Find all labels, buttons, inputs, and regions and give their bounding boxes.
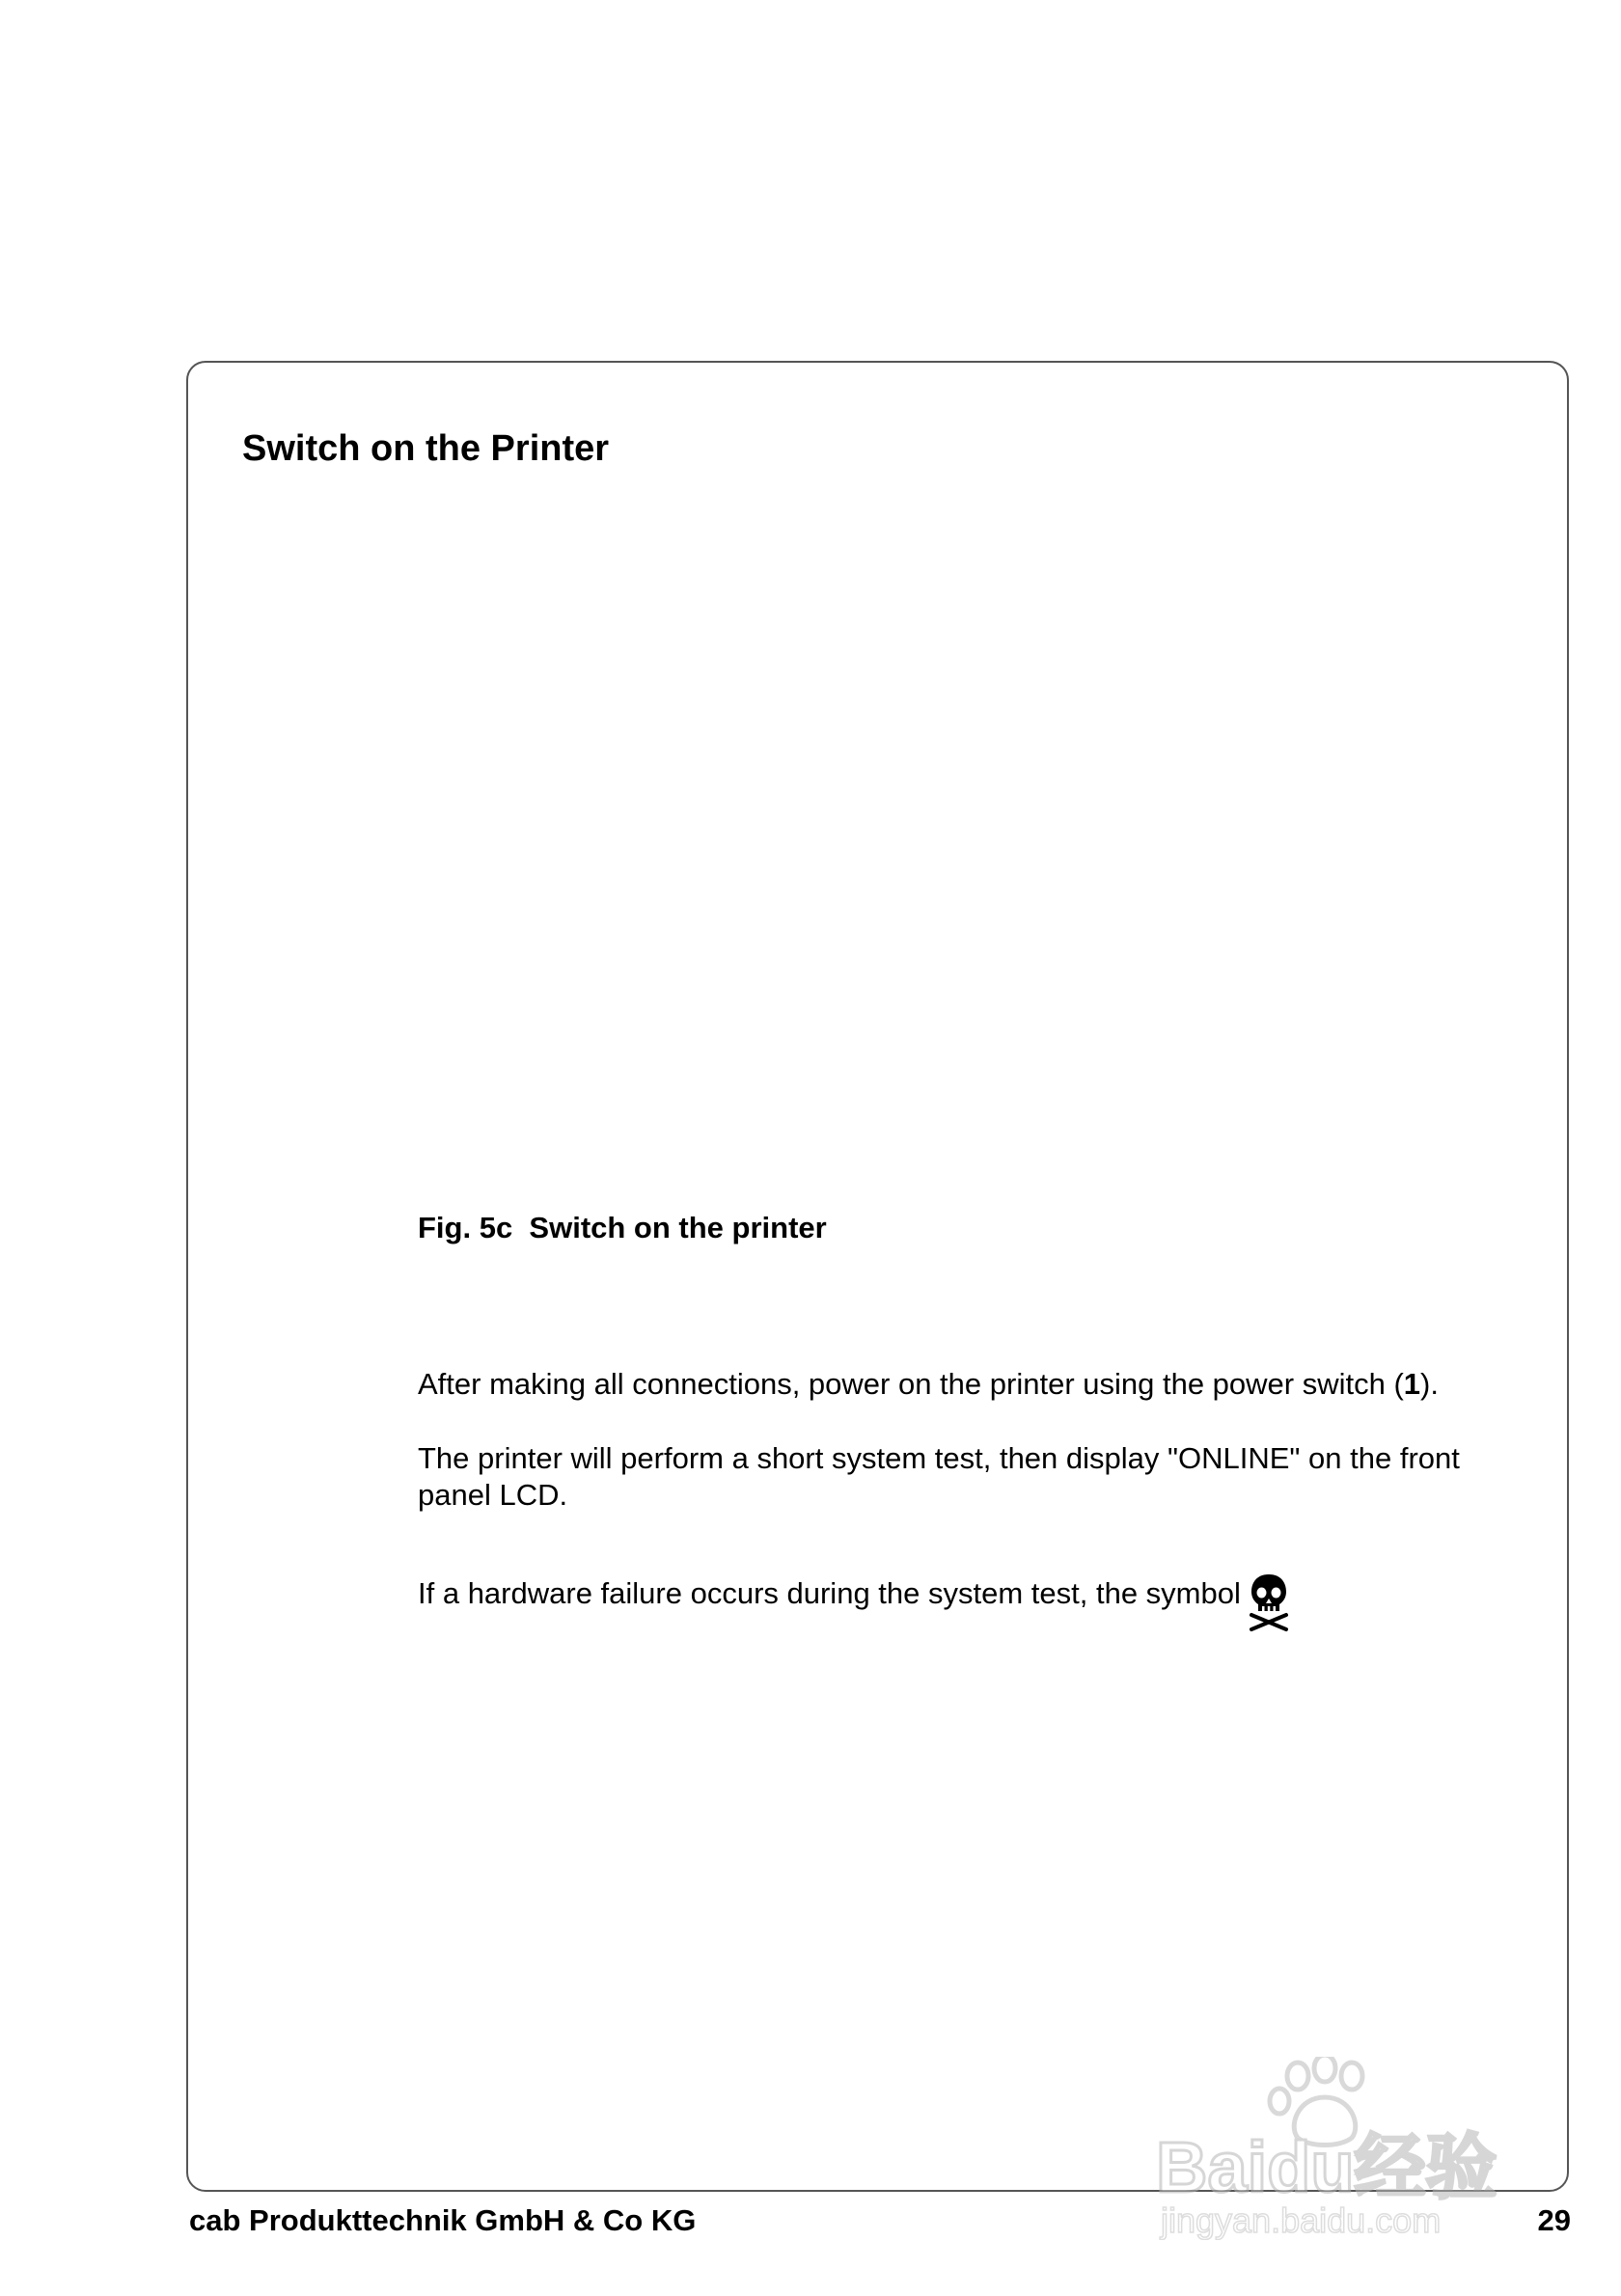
paragraph-power-on-end: ). [1420, 1367, 1439, 1401]
paragraph-system-test: The printer will perform a short system test, then display "ONLINE" on the front panel LCD. [418, 1441, 1460, 1512]
baidu-watermark [1153, 2057, 1539, 2240]
figure-caption: Fig. 5c Switch on the printer [418, 1211, 827, 1244]
power-switch-ref: 1 [1403, 1367, 1421, 1401]
footer-company: cab Produkttechnik GmbH & Co KG [189, 2203, 697, 2237]
paragraph-power-on [418, 1366, 1518, 1403]
page-number: 29 [1537, 2203, 1571, 2237]
paragraph-hardware-failure [418, 1572, 1518, 1632]
watermark-brand: Baidu经验 [1156, 2127, 1497, 2207]
watermark-url: jingyan.baidu.com [1161, 2200, 1442, 2240]
skull-crossbones-icon [1247, 1572, 1291, 1632]
paragraph-hardware-failure-text: If a hardware failure occurs during the system test, the symbol [418, 1576, 1241, 1610]
section-title: Switch on the Printer [242, 428, 610, 469]
paragraph-power-on-text: After making all connections, power on the printer using the power switch ( [418, 1367, 1404, 1401]
content-frame [186, 361, 1569, 2192]
